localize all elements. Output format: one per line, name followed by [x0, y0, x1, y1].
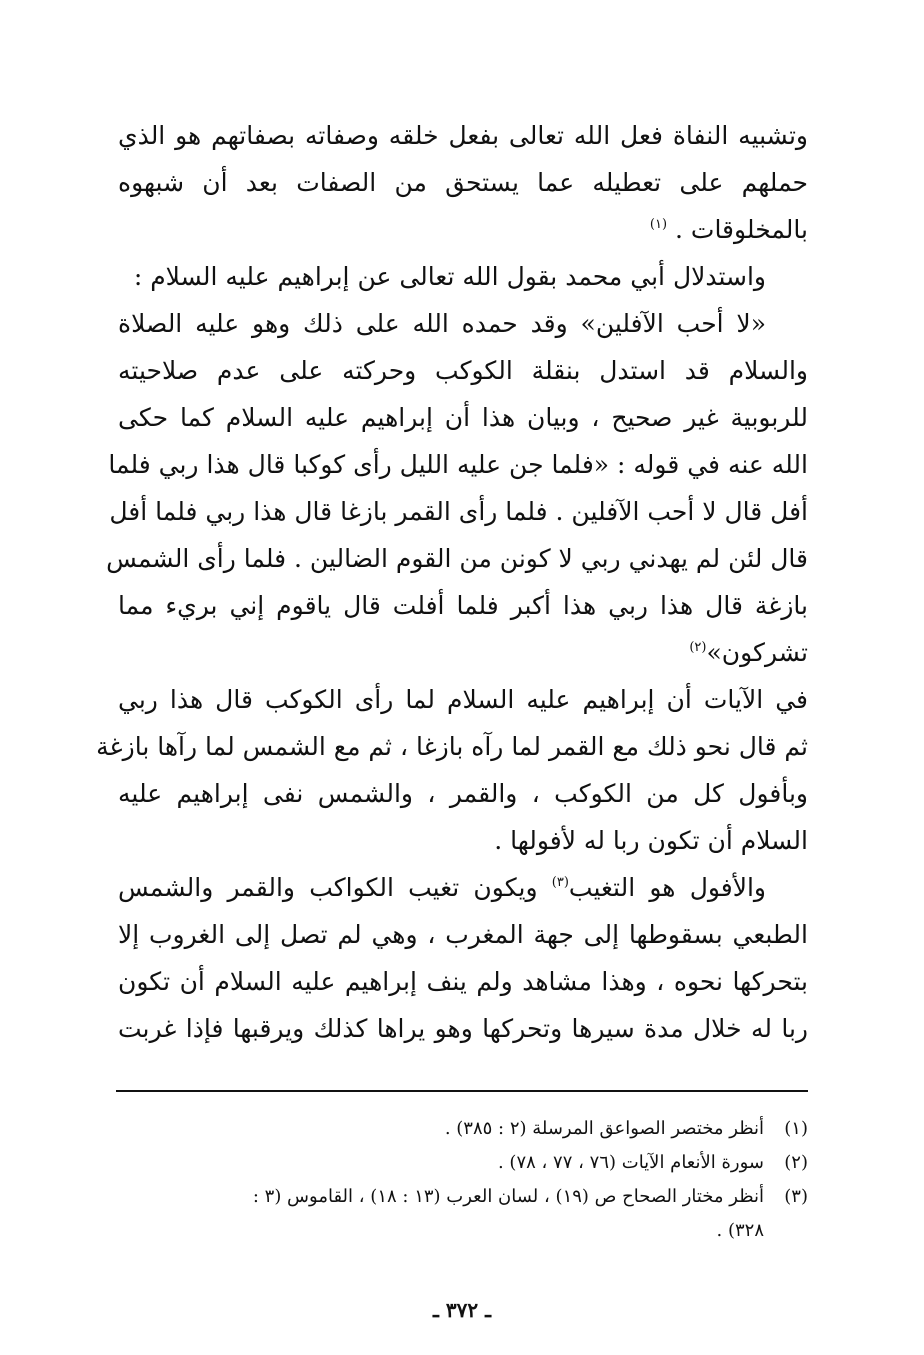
- text-line: بالمخلوقات . $^{(١)}$: [649, 215, 808, 244]
- footnote-ref: (٣): [551, 875, 569, 890]
- text-line: بتحركها نحوه ، وهذا مشاهد ولم ينف إبراهيم عليه السلام أن تكون: [118, 967, 808, 996]
- footnotes: [118, 1112, 808, 1248]
- footnote-text: سورة الأنعام الآيات (٧٦ ، ٧٧ ، ٧٨) .: [497, 1152, 764, 1173]
- main-text: [96, 112, 808, 1052]
- footnote-continuation: ٣٢٨) .: [716, 1220, 764, 1241]
- text-line: للربوبية غير صحيح ، وبيان هذا أن إبراهيم عليه السلام كما حكى: [118, 403, 808, 432]
- footnote: [118, 1180, 808, 1214]
- page-number: ـ ٣٧٢ ـ: [433, 1298, 491, 1322]
- text-line: السلام أن تكون ربا له لأفولها .: [494, 826, 808, 855]
- text-line: ثم قال نحو ذلك مع القمر لما رآه بازغا ، ثم مع الشمس لما رآها بازغة: [96, 732, 808, 761]
- footnote-number: (٢): [784, 1152, 808, 1173]
- text-line: ربا له خلال مدة سيرها وتحركها وهو يراها كذلك ويرقبها فإذا غربت: [118, 1014, 808, 1043]
- text-line: بازغة قال هذا ربي هذا أكبر فلما أفلت قال ياقوم إني بريء مما: [118, 591, 808, 620]
- footnote: [118, 1112, 808, 1146]
- text-line: والسلام قد استدل بنقلة الكوكب وحركته على عدم صلاحيته: [118, 356, 808, 385]
- footnote-number: (٣): [784, 1186, 808, 1207]
- text-line: أفل قال لا أحب الآفلين . فلما رأى القمر بازغا قال هذا ربي فلما أفل: [109, 497, 808, 526]
- text-line: واستدلال أبي محمد بقول الله تعالى عن إبراهيم عليه السلام :: [133, 262, 766, 291]
- text-line: وتشبيه النفاة فعل الله تعالى بفعل خلقه وصفاته بصفاتهم هو الذي: [118, 121, 808, 150]
- footnote-ref: (٢): [689, 640, 707, 655]
- text-line: قال لئن لم يهدني ربي لا كونن من القوم الضالين . فلما رأى الشمس: [106, 544, 808, 573]
- footnote-separator: [116, 1090, 808, 1092]
- text-line: حملهم على تعطيله عما يستحق من الصفات بعد أن شبهوه: [118, 168, 808, 197]
- footnote-text: أنظر مختصر الصواعق المرسلة (٢ : ٣٨٥) .: [444, 1118, 764, 1139]
- text-line: الله عنه في قوله : «فلما جن عليه الليل رأى كوكبا قال هذا ربي فلما: [108, 450, 808, 479]
- text-line: وبأفول كل من الكوكب ، والقمر ، والشمس نفى إبراهيم عليه: [118, 779, 808, 808]
- footnote-text: أنظر مختار الصحاح ص (١٩) ، لسان العرب (١٣ : ١٨) ، القاموس (٣ :: [252, 1186, 764, 1207]
- text-line: في الآيات أن إبراهيم عليه السلام لما رأى الكوكب قال هذا ربي: [118, 685, 808, 714]
- footnote-number: (١): [784, 1118, 808, 1139]
- text-line: والأفول هو التغيب$^{(٣)}$ ويكون تغيب الكواكب والقمر والشمس: [118, 873, 766, 902]
- text-line: الطبعي بسقوطها إلى جهة المغرب ، وهي لم تصل إلى الغروب إلا: [118, 920, 808, 949]
- text-line: «لا أحب الآفلين» وقد حمده الله على ذلك وهو عليه الصلاة: [118, 309, 766, 338]
- text-line: تشركون»$^{(٢)}$: [689, 638, 808, 667]
- footnote: [118, 1146, 808, 1180]
- footnote-ref: (١): [649, 217, 668, 232]
